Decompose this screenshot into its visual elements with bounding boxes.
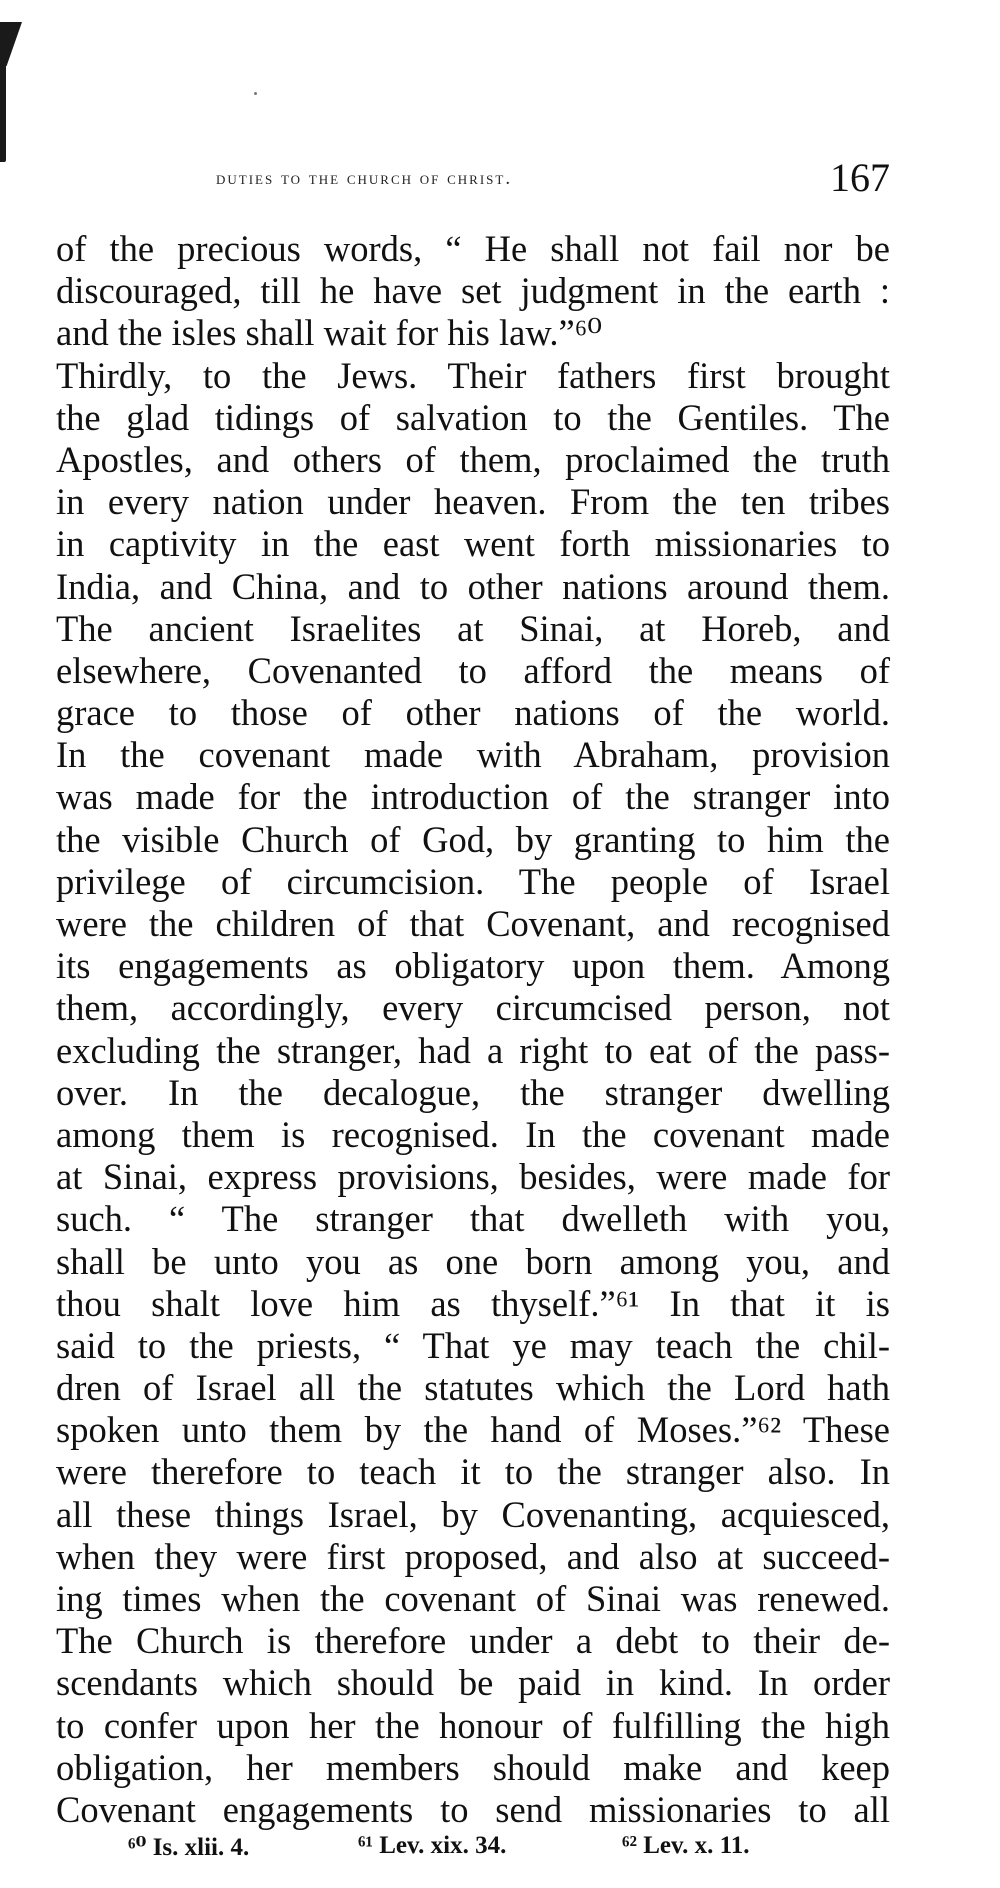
- paper-speck: [254, 92, 257, 95]
- footnote: ⁶⁰ Is. xlii. 4.: [128, 1834, 250, 1861]
- text-line: thou shalt love him as thyself.”⁶¹ In that it is: [56, 1282, 890, 1324]
- text-line: the glad tidings of salvation to the Gentiles. The: [56, 396, 890, 438]
- footnote: ⁶¹ Lev. xix. 34.: [358, 1832, 507, 1859]
- text-line: and the isles shall wait for his law.”⁶⁰: [56, 312, 603, 354]
- running-head: duties to the church of christ.: [216, 168, 513, 189]
- text-line: elsewhere, Covenanted to afford the means of: [56, 649, 890, 691]
- text-line: to confer upon her the honour of fulfilling the high: [56, 1704, 890, 1746]
- text-line: in captivity in the east went forth missionaries to: [56, 523, 890, 565]
- text-line: among them is recognised. In the covenant made: [56, 1113, 890, 1155]
- text-line: privilege of circumcision. The people of Israel: [56, 860, 890, 902]
- text-line: Covenant engagements to send missionaries to all: [56, 1788, 890, 1830]
- text-line: was made for the introduction of the stranger into: [56, 776, 890, 818]
- text-line: were the children of that Covenant, and recognised: [56, 903, 890, 944]
- text-line: The ancient Israelites at Sinai, at Horeb, and: [56, 607, 890, 649]
- footnotes: [56, 1832, 890, 1872]
- text-line: its engagements as obligatory upon them. Among: [56, 945, 890, 987]
- text-line: India, and China, and to other nations around them.: [56, 565, 890, 607]
- page-edge-mark: [0, 22, 6, 162]
- text-line: over. In the decalogue, the stranger dwelling: [56, 1071, 890, 1113]
- page-header: [56, 150, 890, 210]
- text-line: excluding the stranger, had a right to eat of the pass-: [56, 1029, 890, 1071]
- text-line: when they were first proposed, and also at succeed-: [56, 1535, 890, 1577]
- text-line: them, accordingly, every circumcised person, not: [56, 987, 890, 1029]
- text-line: said to the priests, “ That ye may teach the chil-: [56, 1324, 890, 1366]
- text-line: were therefore to teach it to the stranger also. In: [56, 1451, 890, 1493]
- text-line: the visible Church of God, by granting to him the: [56, 818, 890, 860]
- text-line: grace to those of other nations of the world.: [56, 692, 890, 734]
- text-line: such. “ The stranger that dwelleth with you,: [56, 1198, 890, 1240]
- footnote: ⁶² Lev. x. 11.: [622, 1832, 750, 1859]
- text-line: scendants which should be paid in kind. In order: [56, 1662, 890, 1704]
- text-line: in every nation under heaven. From the ten tribes: [56, 481, 890, 523]
- text-line: The Church is therefore under a debt to their de-: [56, 1620, 890, 1662]
- text-line: In the covenant made with Abraham, provision: [56, 734, 890, 776]
- text-line: spoken unto them by the hand of Moses.”⁶² These: [56, 1409, 890, 1451]
- text-line: obligation, her members should make and keep: [56, 1746, 890, 1788]
- text-line: all these things Israel, by Covenanting, acquiesced,: [56, 1493, 890, 1535]
- text-line: shall be unto you as one born among you, and: [56, 1240, 890, 1282]
- page-number: 167: [830, 155, 890, 200]
- text-line: ing times when the covenant of Sinai was renewed.: [56, 1578, 890, 1619]
- text-line: dren of Israel all the statutes which the Lord hath: [56, 1367, 890, 1409]
- text-line: discouraged, till he have set judgment in the earth :: [56, 270, 890, 312]
- text-line: of the precious words, “ He shall not fail nor be: [56, 228, 890, 269]
- body-text: [56, 228, 890, 1831]
- text-line: Thirdly, to the Jews. Their fathers first brought: [56, 354, 890, 396]
- text-line: at Sinai, express provisions, besides, were made for: [56, 1156, 890, 1198]
- text-line: Apostles, and others of them, proclaimed the truth: [56, 438, 890, 480]
